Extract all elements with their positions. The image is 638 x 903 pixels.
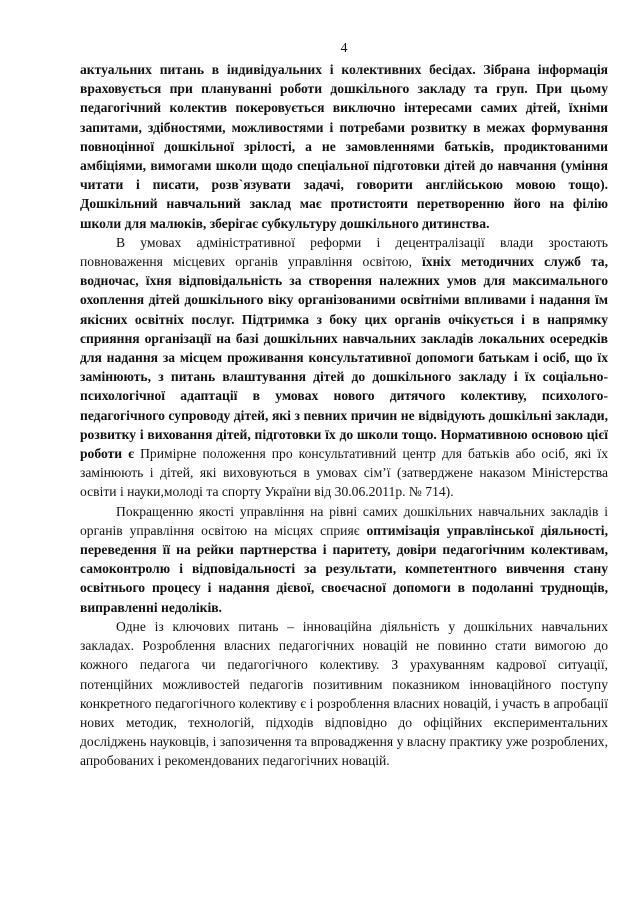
paragraph-2 xyxy=(80,233,608,502)
paragraph-2-text-end: Примірне положення про консультативний центр для батьків або осіб, які їх замінюють і дітей, які виховуються в умовах сім’ї (затверджене наказом Міністерства освіти і науки,молоді та спорту України від 30.06.2011р. № 714). xyxy=(80,446,608,500)
paragraph-2-bold-text: їхніх методичних служб та, водночас, їхня відповідальність за створення належних умов для максимального охоплення дітей дошкільного віку організованими освітніми впливами і надання їм якісних освітніх послуг. Підтримка з боку цих органів очікується і в напрямку сприяння організації на базі дошкільних навчальних закладів локальних осередків для надання за місцем проживання консультативної допомоги батькам і осіб, що їх замінюють, з питань влаштування дітей до дошкільного закладу і їх соціально-психологічної адаптації в умовах нового дитячого колективу, психолого-педагогічного супроводу дітей, які з певних причин не відвідують дошкільні заклади, розвитку і виховання дітей, підготовки їх до школи тощо. Нормативною основою цієї роботи є xyxy=(80,254,608,462)
paragraph-1-bold-text: актуальних питань в індивідуальних і колективних бесідах. Зібрана інформація враховується при плануванні роботи дошкільного закладу та груп. При цьому педагогічний колектив покеровується виключно інтересами самих дітей, їхніми запитами, здібностями, можливостями і потребами розвитку в межах формування повноцінної дошкільної зрілості, а не замовленнями батьків, продиктованими амбіціями, вимогами школи щодо спеціальної підготовки дітей до навчання (уміння читати і писати, розв`язувати задачі, говорити англійською мовою тощо). Дошкільний навчальний заклад має протистояти перетворенню його на філію школи для малюків, зберігає субкультуру дошкільного дитинства. xyxy=(80,62,608,231)
paragraph-1 xyxy=(80,60,608,233)
paragraph-2-text-start: В умовах адміністративної реформи і децентралізації влади зростають повноваження місцевих органів управління освітою, xyxy=(80,234,608,270)
paragraph-4-text: Одне із ключових питань – інноваційна діяльність у дошкільних навчальних закладах. Розроблення власних педагогічних новацій не повинно стати вимогою до кожного педагога чи педагогічного колективу. З урахуванням кадрової ситуації, потенційних можливостей педагогів позитивним показником інноваційного поступу конкретного педагогічного колективу є і розроблення власних новацій, і участь в апробації нових методик, технологій, підходів відповідно до офіційних експериментальних досліджень науковців, і запозичення та впровадження у власну практику уже розроблених, апробованих і рекомендованих педагогічних новацій. xyxy=(80,618,608,769)
paragraph-3-text-start: Покращенню якості управління на рівні самих дошкільних навчальних закладів і органів управління освітою на місцях сприяє xyxy=(80,503,608,538)
page-number: 4 xyxy=(340,40,348,55)
paragraph-3-bold-text: оптимізація управлінської діяльності, переведення її на рейки партнерства і паритету, довіри педагогічним колективам, самоконтролю і відповідальності за результати, компетентного вивчення стану освітнього процесу і надання дієвої, своєчасної допомоги в подоланні труднощів, виправленні недоліків. xyxy=(80,522,608,615)
document-page xyxy=(80,40,608,771)
paragraph-4 xyxy=(80,617,608,771)
paragraph-3 xyxy=(80,502,608,617)
